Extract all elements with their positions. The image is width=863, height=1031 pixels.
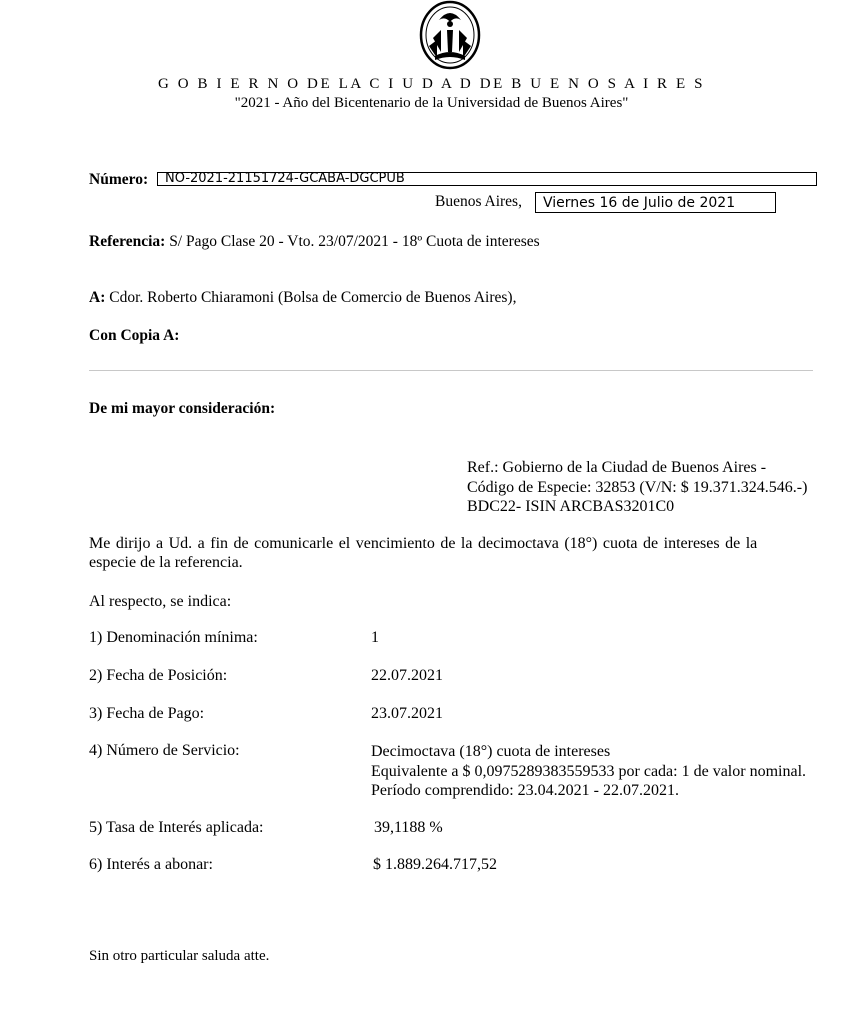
item-value: 23.07.2021	[371, 705, 443, 722]
ref-line: BDC22- ISIN ARCBAS3201C0	[467, 498, 675, 515]
ref-line: Ref.: Gobierno de la Ciudad de Buenos Aires -	[467, 459, 767, 476]
respecto-text: Al respecto, se indica:	[89, 593, 232, 610]
city-label: Buenos Aires,	[435, 193, 522, 210]
greeting: De mi mayor consideración:	[89, 400, 276, 417]
intro-line-1: Me dirijo a Ud. a fin de comunicarle el vencimiento de la decimoctava (18°) cuota de intereses de la	[89, 535, 758, 552]
item-value: 39,1188 %	[374, 819, 443, 836]
ref-line: Código de Especie: 32853 (V/N: $ 19.371.324.546.-)	[467, 478, 808, 496]
item-value: 22.07.2021	[371, 667, 443, 684]
referencia-line	[89, 233, 540, 251]
item-value	[371, 742, 806, 801]
numero-field	[157, 172, 817, 186]
recipient-value: Cdor. Roberto Chiaramoni (Bolsa de Comercio de Buenos Aires),	[109, 289, 517, 306]
fecha-value: Viernes 16 de Julio de 2021	[543, 195, 736, 211]
copy-label: Con Copia A:	[89, 327, 180, 344]
referencia-label: Referencia:	[89, 233, 166, 250]
service-line: Equivalente a $ 0,0975289383559533 por cada: 1 de valor nominal.	[371, 762, 807, 780]
item-label: 2) Fecha de Posición:	[89, 667, 228, 684]
item-label: 1) Denominación mínima:	[89, 629, 258, 646]
item-value: 1	[371, 629, 379, 646]
service-line: Período comprendido: 23.04.2021 - 22.07.2021.	[371, 782, 679, 799]
city-seal-logo	[419, 0, 481, 70]
item-label: 6) Interés a abonar:	[89, 856, 213, 873]
item-label: 3) Fecha de Pago:	[89, 705, 205, 722]
recipient-label: A:	[89, 289, 106, 306]
government-header: G O B I E R N O DE LA C I U D A D DE B U E N O S A I R E S	[157, 76, 706, 92]
service-line: Decimoctava (18°) cuota de intereses	[371, 743, 611, 760]
fecha-field	[535, 192, 776, 213]
intro-line-2: especie de la referencia.	[89, 554, 243, 571]
recipient-line	[89, 289, 516, 307]
referencia-value: S/ Pago Clase 20 - Vto. 23/07/2021 - 18º Cuota de intereses	[169, 233, 540, 250]
closing-text: Sin otro particular saluda atte.	[89, 948, 270, 964]
numero-value: NO-2021-21151724-GCABA-DGCPUB	[165, 172, 405, 186]
year-motto: "2021 - Año del Bicentenario de la Universidad de Buenos Aires"	[234, 95, 629, 111]
ref-block	[467, 458, 807, 517]
numero-label: Número:	[89, 171, 149, 188]
item-label: 4) Número de Servicio:	[89, 742, 240, 759]
item-label: 5) Tasa de Interés aplicada:	[89, 819, 264, 836]
item-value: $ 1.889.264.717,52	[373, 856, 497, 873]
divider	[89, 370, 813, 371]
